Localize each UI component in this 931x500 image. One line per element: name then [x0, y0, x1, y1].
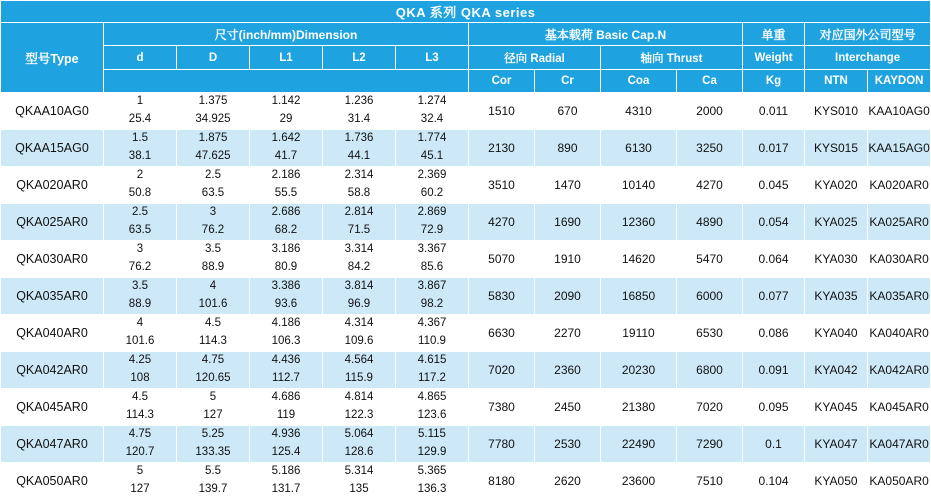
- cell-weight: 0.091: [743, 352, 805, 389]
- cell-d-mm: 88.9: [128, 298, 152, 310]
- cell-D: [177, 130, 250, 167]
- cell-L2: [323, 167, 396, 204]
- cell-weight: 0.104: [743, 463, 805, 500]
- cell-d-inch: 3: [136, 243, 144, 256]
- cell-L1-inch: 5.186: [271, 465, 301, 478]
- cell-L3-inch: 2.869: [417, 206, 447, 219]
- cell-model: QKA040AR0: [1, 315, 104, 352]
- cell-coa: 10140: [601, 167, 677, 204]
- cell-L1-mm: 131.7: [271, 483, 301, 495]
- cell-L1: [250, 204, 323, 241]
- cell-d-inch: 2: [136, 169, 144, 182]
- cell-kaydon: KA020AR0: [868, 167, 931, 204]
- cell-ntn: KYA040: [805, 315, 868, 352]
- cell-cor: 2130: [469, 130, 535, 167]
- cell-d-mm: 101.6: [125, 335, 155, 347]
- cell-model: QKA042AR0: [1, 352, 104, 389]
- table-row: [1, 204, 931, 241]
- cell-model: QKA050AR0: [1, 463, 104, 500]
- cell-weight: 0.011: [743, 93, 805, 130]
- cell-D-mm: 139.7: [198, 483, 228, 495]
- table-row: [1, 389, 931, 426]
- cell-L3-mm: 85.6: [420, 261, 444, 273]
- header-col-kaydon: KAYDON: [868, 70, 931, 93]
- cell-L2-mm: 31.4: [347, 113, 371, 125]
- cell-L2-mm: 71.5: [347, 224, 371, 236]
- cell-cr: 1470: [535, 167, 601, 204]
- cell-d: [104, 352, 177, 389]
- cell-L3: [396, 130, 469, 167]
- header-col-D: D: [177, 46, 250, 70]
- cell-d: [104, 315, 177, 352]
- cell-d: [104, 167, 177, 204]
- cell-L2-mm: 128.6: [344, 446, 374, 458]
- header-row-low: [1, 70, 931, 93]
- cell-D-inch: 4.5: [205, 317, 221, 330]
- cell-D-mm: 76.2: [201, 224, 225, 236]
- cell-cr: 670: [535, 93, 601, 130]
- cell-kaydon: KA047AR0: [868, 426, 931, 463]
- cell-ntn: KYA030: [805, 241, 868, 278]
- cell-L1-mm: 80.9: [274, 261, 298, 273]
- cell-L2: [323, 315, 396, 352]
- cell-coa: 16850: [601, 278, 677, 315]
- header-weight-en: Weight: [743, 46, 805, 70]
- table-row: [1, 315, 931, 352]
- cell-L1-mm: 112.7: [272, 372, 300, 384]
- cell-d: [104, 278, 177, 315]
- cell-D-mm: 133.35: [195, 446, 231, 458]
- cell-ca: 4270: [677, 167, 743, 204]
- cell-cor: 7780: [469, 426, 535, 463]
- cell-L3-inch: 1.774: [417, 132, 447, 145]
- cell-L3-mm: 98.2: [420, 298, 444, 310]
- cell-L2: [323, 241, 396, 278]
- cell-L2: [323, 130, 396, 167]
- cell-model: QKA025AR0: [1, 204, 104, 241]
- cell-L3-inch: 3.367: [417, 243, 447, 256]
- cell-cr: 1910: [535, 241, 601, 278]
- cell-d-mm: 76.2: [128, 261, 152, 273]
- cell-D: [177, 426, 250, 463]
- cell-coa: 4310: [601, 93, 677, 130]
- cell-L2-inch: 4.564: [344, 354, 374, 367]
- cell-ca: 7020: [677, 389, 743, 426]
- cell-cr: 2450: [535, 389, 601, 426]
- cell-L1: [250, 389, 323, 426]
- cell-coa: 23600: [601, 463, 677, 500]
- cell-L2-inch: 2.814: [344, 206, 374, 219]
- cell-d-inch: 5: [136, 465, 144, 478]
- cell-d-inch: 1.5: [132, 132, 148, 145]
- cell-L3: [396, 241, 469, 278]
- cell-D-inch: 3: [209, 206, 217, 219]
- cell-L1: [250, 278, 323, 315]
- cell-D-mm: 120.65: [195, 372, 231, 384]
- cell-L3: [396, 93, 469, 130]
- cell-D-mm: 127: [203, 409, 223, 421]
- cell-L3-inch: 4.615: [417, 354, 447, 367]
- cell-D: [177, 463, 250, 500]
- cell-L1-inch: 2.686: [271, 206, 301, 219]
- cell-ca: 3250: [677, 130, 743, 167]
- cell-weight: 0.077: [743, 278, 805, 315]
- cell-D-mm: 101.6: [198, 298, 228, 310]
- cell-cor: 7020: [469, 352, 535, 389]
- cell-cor: 5070: [469, 241, 535, 278]
- cell-D-mm: 114.3: [199, 335, 227, 347]
- cell-d: [104, 130, 177, 167]
- cell-coa: 12360: [601, 204, 677, 241]
- cell-kaydon: KAA10AG0: [868, 93, 931, 130]
- cell-L1-mm: 41.7: [274, 150, 298, 162]
- cell-L2-mm: 109.6: [344, 335, 374, 347]
- cell-L1-inch: 3.186: [271, 243, 301, 256]
- cell-model: QKA047AR0: [1, 426, 104, 463]
- cell-D-inch: 3.5: [205, 243, 221, 256]
- cell-L3-mm: 129.9: [417, 446, 447, 458]
- cell-L3-inch: 2.369: [417, 169, 447, 182]
- cell-L1-mm: 93.6: [274, 298, 298, 310]
- cell-cr: 2360: [535, 352, 601, 389]
- cell-D-mm: 88.9: [201, 261, 225, 273]
- cell-weight: 0.054: [743, 204, 805, 241]
- cell-cor: 8180: [469, 463, 535, 500]
- cell-ca: 6530: [677, 315, 743, 352]
- cell-d-inch: 1: [136, 95, 144, 108]
- cell-ntn: KYA045: [805, 389, 868, 426]
- cell-D-mm: 47.625: [195, 150, 231, 162]
- cell-d-mm: 108: [130, 372, 150, 384]
- cell-L2-inch: 4.814: [344, 391, 374, 404]
- cell-L1: [250, 130, 323, 167]
- cell-coa: 14620: [601, 241, 677, 278]
- cell-L1: [250, 352, 323, 389]
- cell-d: [104, 389, 177, 426]
- cell-L3: [396, 315, 469, 352]
- header-row-mid: [1, 46, 931, 70]
- cell-kaydon: KA045AR0: [868, 389, 931, 426]
- cell-weight: 0.017: [743, 130, 805, 167]
- cell-L2-inch: 5.314: [344, 465, 374, 478]
- cell-L2-mm: 122.3: [344, 409, 374, 421]
- cell-L3: [396, 389, 469, 426]
- cell-L2-inch: 1.236: [344, 95, 374, 108]
- cell-cor: 6630: [469, 315, 535, 352]
- cell-model: QKAA15AG0: [1, 130, 104, 167]
- cell-L1: [250, 315, 323, 352]
- cell-D: [177, 278, 250, 315]
- header-weight-cn: 单重: [743, 23, 805, 46]
- cell-L2-inch: 3.314: [344, 243, 374, 256]
- cell-L3-mm: 123.6: [417, 409, 447, 421]
- cell-L2-mm: 96.9: [347, 298, 371, 310]
- cell-cr: 890: [535, 130, 601, 167]
- cell-L1: [250, 167, 323, 204]
- cell-weight: 0.1: [743, 426, 805, 463]
- cell-D-inch: 4.75: [201, 354, 225, 367]
- cell-D: [177, 204, 250, 241]
- cell-L1-inch: 1.642: [271, 132, 301, 145]
- cell-ca: 4890: [677, 204, 743, 241]
- cell-d: [104, 204, 177, 241]
- cell-D-mm: 34.925: [195, 113, 231, 125]
- cell-L3: [396, 204, 469, 241]
- cell-L1-inch: 4.936: [271, 428, 301, 441]
- cell-L2-mm: 84.2: [347, 261, 371, 273]
- header-dim-spacer: [104, 70, 469, 93]
- cell-L2-mm: 58.8: [347, 187, 371, 199]
- table-row: [1, 463, 931, 500]
- header-col-kg: Kg: [743, 70, 805, 93]
- cell-weight: 0.064: [743, 241, 805, 278]
- cell-L3-inch: 3.867: [417, 280, 447, 293]
- cell-D-mm: 63.5: [201, 187, 225, 199]
- cell-d-mm: 127: [130, 483, 150, 495]
- cell-cor: 4270: [469, 204, 535, 241]
- cell-d-inch: 4: [136, 317, 144, 330]
- cell-cor: 3510: [469, 167, 535, 204]
- cell-L2-inch: 3.814: [344, 280, 374, 293]
- cell-L2: [323, 426, 396, 463]
- cell-L3-inch: 1.274: [417, 95, 447, 108]
- cell-d: [104, 241, 177, 278]
- header-col-ca: Ca: [677, 70, 743, 93]
- cell-L2-inch: 2.314: [344, 169, 374, 182]
- cell-L3-mm: 45.1: [420, 150, 444, 162]
- header-thrust: 轴向 Thrust: [601, 46, 743, 70]
- cell-D: [177, 352, 250, 389]
- cell-kaydon: KAA15AG0: [868, 130, 931, 167]
- cell-kaydon: KA030AR0: [868, 241, 931, 278]
- cell-cor: 7380: [469, 389, 535, 426]
- cell-D: [177, 241, 250, 278]
- cell-L2: [323, 278, 396, 315]
- cell-L3-mm: 60.2: [420, 187, 444, 199]
- cell-coa: 19110: [601, 315, 677, 352]
- table-row: [1, 352, 931, 389]
- cell-L3: [396, 167, 469, 204]
- cell-model: QKA045AR0: [1, 389, 104, 426]
- cell-L2-inch: 1.736: [344, 132, 374, 145]
- cell-L2: [323, 389, 396, 426]
- cell-L1-mm: 125.4: [271, 446, 301, 458]
- cell-L1-inch: 3.386: [271, 280, 301, 293]
- cell-d: [104, 463, 177, 500]
- cell-ntn: KYA042: [805, 352, 868, 389]
- cell-L2: [323, 463, 396, 500]
- cell-ntn: KYA020: [805, 167, 868, 204]
- header-radial: 径向 Radial: [469, 46, 601, 70]
- cell-model: QKA030AR0: [1, 241, 104, 278]
- cell-L3-inch: 5.365: [417, 465, 447, 478]
- cell-ca: 2000: [677, 93, 743, 130]
- cell-d-inch: 4.25: [128, 354, 152, 367]
- table-row: [1, 426, 931, 463]
- cell-d-mm: 38.1: [128, 150, 152, 162]
- table-title-row: [1, 1, 931, 23]
- cell-L1-inch: 4.186: [271, 317, 301, 330]
- cell-L1-inch: 1.142: [271, 95, 301, 108]
- cell-L1: [250, 241, 323, 278]
- cell-ntn: KYS015: [805, 130, 868, 167]
- cell-D: [177, 93, 250, 130]
- cell-L3: [396, 278, 469, 315]
- cell-d-mm: 114.3: [126, 409, 154, 421]
- cell-d-mm: 50.8: [128, 187, 152, 199]
- cell-model: QKAA10AG0: [1, 93, 104, 130]
- cell-ntn: KYA035: [805, 278, 868, 315]
- cell-d: [104, 93, 177, 130]
- cell-L2: [323, 204, 396, 241]
- cell-D-inch: 1.875: [198, 132, 228, 145]
- header-col-cr: Cr: [535, 70, 601, 93]
- cell-ntn: KYA047: [805, 426, 868, 463]
- header-col-d: d: [104, 46, 177, 70]
- cell-L1-inch: 2.186: [271, 169, 301, 182]
- cell-weight: 0.095: [743, 389, 805, 426]
- cell-coa: 6130: [601, 130, 677, 167]
- table-row: [1, 167, 931, 204]
- cell-ntn: KYA050: [805, 463, 868, 500]
- table-row: [1, 130, 931, 167]
- cell-L1-mm: 106.3: [271, 335, 301, 347]
- cell-d-inch: 4.5: [132, 391, 148, 404]
- cell-L1-mm: 119: [276, 409, 296, 421]
- cell-kaydon: KA050AR0: [868, 463, 931, 500]
- cell-cr: 2620: [535, 463, 601, 500]
- cell-ca: 7510: [677, 463, 743, 500]
- cell-L3: [396, 426, 469, 463]
- cell-kaydon: KA040AR0: [868, 315, 931, 352]
- cell-D: [177, 315, 250, 352]
- cell-L3-inch: 5.115: [418, 428, 446, 441]
- cell-d-mm: 63.5: [128, 224, 152, 236]
- cell-D-inch: 5.5: [205, 465, 221, 478]
- cell-cor: 1510: [469, 93, 535, 130]
- cell-d-inch: 2.5: [132, 206, 148, 219]
- cell-model: QKA020AR0: [1, 167, 104, 204]
- cell-cr: 2090: [535, 278, 601, 315]
- cell-L2-mm: 115.9: [345, 372, 373, 384]
- cell-ntn: KYA025: [805, 204, 868, 241]
- cell-ca: 5470: [677, 241, 743, 278]
- header-col-L3: L3: [396, 46, 469, 70]
- cell-kaydon: KA042AR0: [868, 352, 931, 389]
- cell-ntn: KYS010: [805, 93, 868, 130]
- table-row: [1, 241, 931, 278]
- cell-kaydon: KA025AR0: [868, 204, 931, 241]
- cell-d-inch: 4.75: [128, 428, 152, 441]
- table-title: QKA 系列 QKA series: [1, 1, 931, 23]
- cell-coa: 22490: [601, 426, 677, 463]
- header-type: 型号Type: [1, 23, 104, 93]
- cell-coa: 21380: [601, 389, 677, 426]
- cell-L1-inch: 4.436: [271, 354, 301, 367]
- cell-weight: 0.045: [743, 167, 805, 204]
- header-col-L2: L2: [323, 46, 396, 70]
- cell-L3-mm: 72.9: [420, 224, 444, 236]
- cell-L1: [250, 93, 323, 130]
- cell-D: [177, 167, 250, 204]
- cell-weight: 0.086: [743, 315, 805, 352]
- cell-ca: 7290: [677, 426, 743, 463]
- header-col-ntn: NTN: [805, 70, 868, 93]
- header-basic-capacity: 基本载荷 Basic Cap.N: [469, 23, 743, 46]
- cell-L2-inch: 5.064: [344, 428, 374, 441]
- cell-L3-mm: 110.9: [418, 335, 446, 347]
- cell-L1-mm: 68.2: [274, 224, 298, 236]
- cell-L1-mm: 55.5: [274, 187, 298, 199]
- cell-D-inch: 4: [209, 280, 217, 293]
- table-row: [1, 278, 931, 315]
- header-col-coa: Coa: [601, 70, 677, 93]
- cell-L1-inch: 4.686: [271, 391, 301, 404]
- cell-L3-mm: 117.2: [418, 372, 446, 384]
- cell-d-mm: 25.4: [128, 113, 152, 125]
- cell-L2-inch: 4.314: [344, 317, 374, 330]
- cell-L1: [250, 426, 323, 463]
- cell-L2: [323, 352, 396, 389]
- cell-ca: 6800: [677, 352, 743, 389]
- cell-D: [177, 389, 250, 426]
- cell-L3-inch: 4.367: [417, 317, 447, 330]
- cell-L2-mm: 44.1: [347, 150, 371, 162]
- cell-L1: [250, 463, 323, 500]
- header-row-group: [1, 23, 931, 46]
- cell-L3: [396, 352, 469, 389]
- cell-kaydon: KA035AR0: [868, 278, 931, 315]
- cell-model: QKA035AR0: [1, 278, 104, 315]
- header-col-L1: L1: [250, 46, 323, 70]
- header-interchange-cn: 对应国外公司型号: [805, 23, 931, 46]
- cell-L2-mm: 135: [349, 483, 369, 495]
- cell-cr: 2530: [535, 426, 601, 463]
- cell-L1-mm: 29: [279, 113, 293, 125]
- table-row: [1, 93, 931, 130]
- cell-d-mm: 120.7: [125, 446, 155, 458]
- cell-L3-mm: 136.3: [417, 483, 447, 495]
- header-interchange-en: Interchange: [805, 46, 931, 70]
- cell-cor: 5830: [469, 278, 535, 315]
- cell-cr: 2270: [535, 315, 601, 352]
- cell-L3-mm: 32.4: [420, 113, 444, 125]
- cell-D-inch: 1.375: [198, 95, 228, 108]
- cell-L2: [323, 93, 396, 130]
- cell-cr: 1690: [535, 204, 601, 241]
- cell-D-inch: 2.5: [205, 169, 221, 182]
- header-col-cor: Cor: [469, 70, 535, 93]
- header-dimension: 尺寸(inch/mm)Dimension: [104, 23, 469, 46]
- cell-d-inch: 3.5: [132, 280, 148, 293]
- cell-D-inch: 5.25: [201, 428, 225, 441]
- cell-d: [104, 426, 177, 463]
- cell-L3-inch: 4.865: [417, 391, 447, 404]
- cell-ca: 6000: [677, 278, 743, 315]
- cell-D-inch: 5: [209, 391, 217, 404]
- cell-coa: 20230: [601, 352, 677, 389]
- cell-L3: [396, 463, 469, 500]
